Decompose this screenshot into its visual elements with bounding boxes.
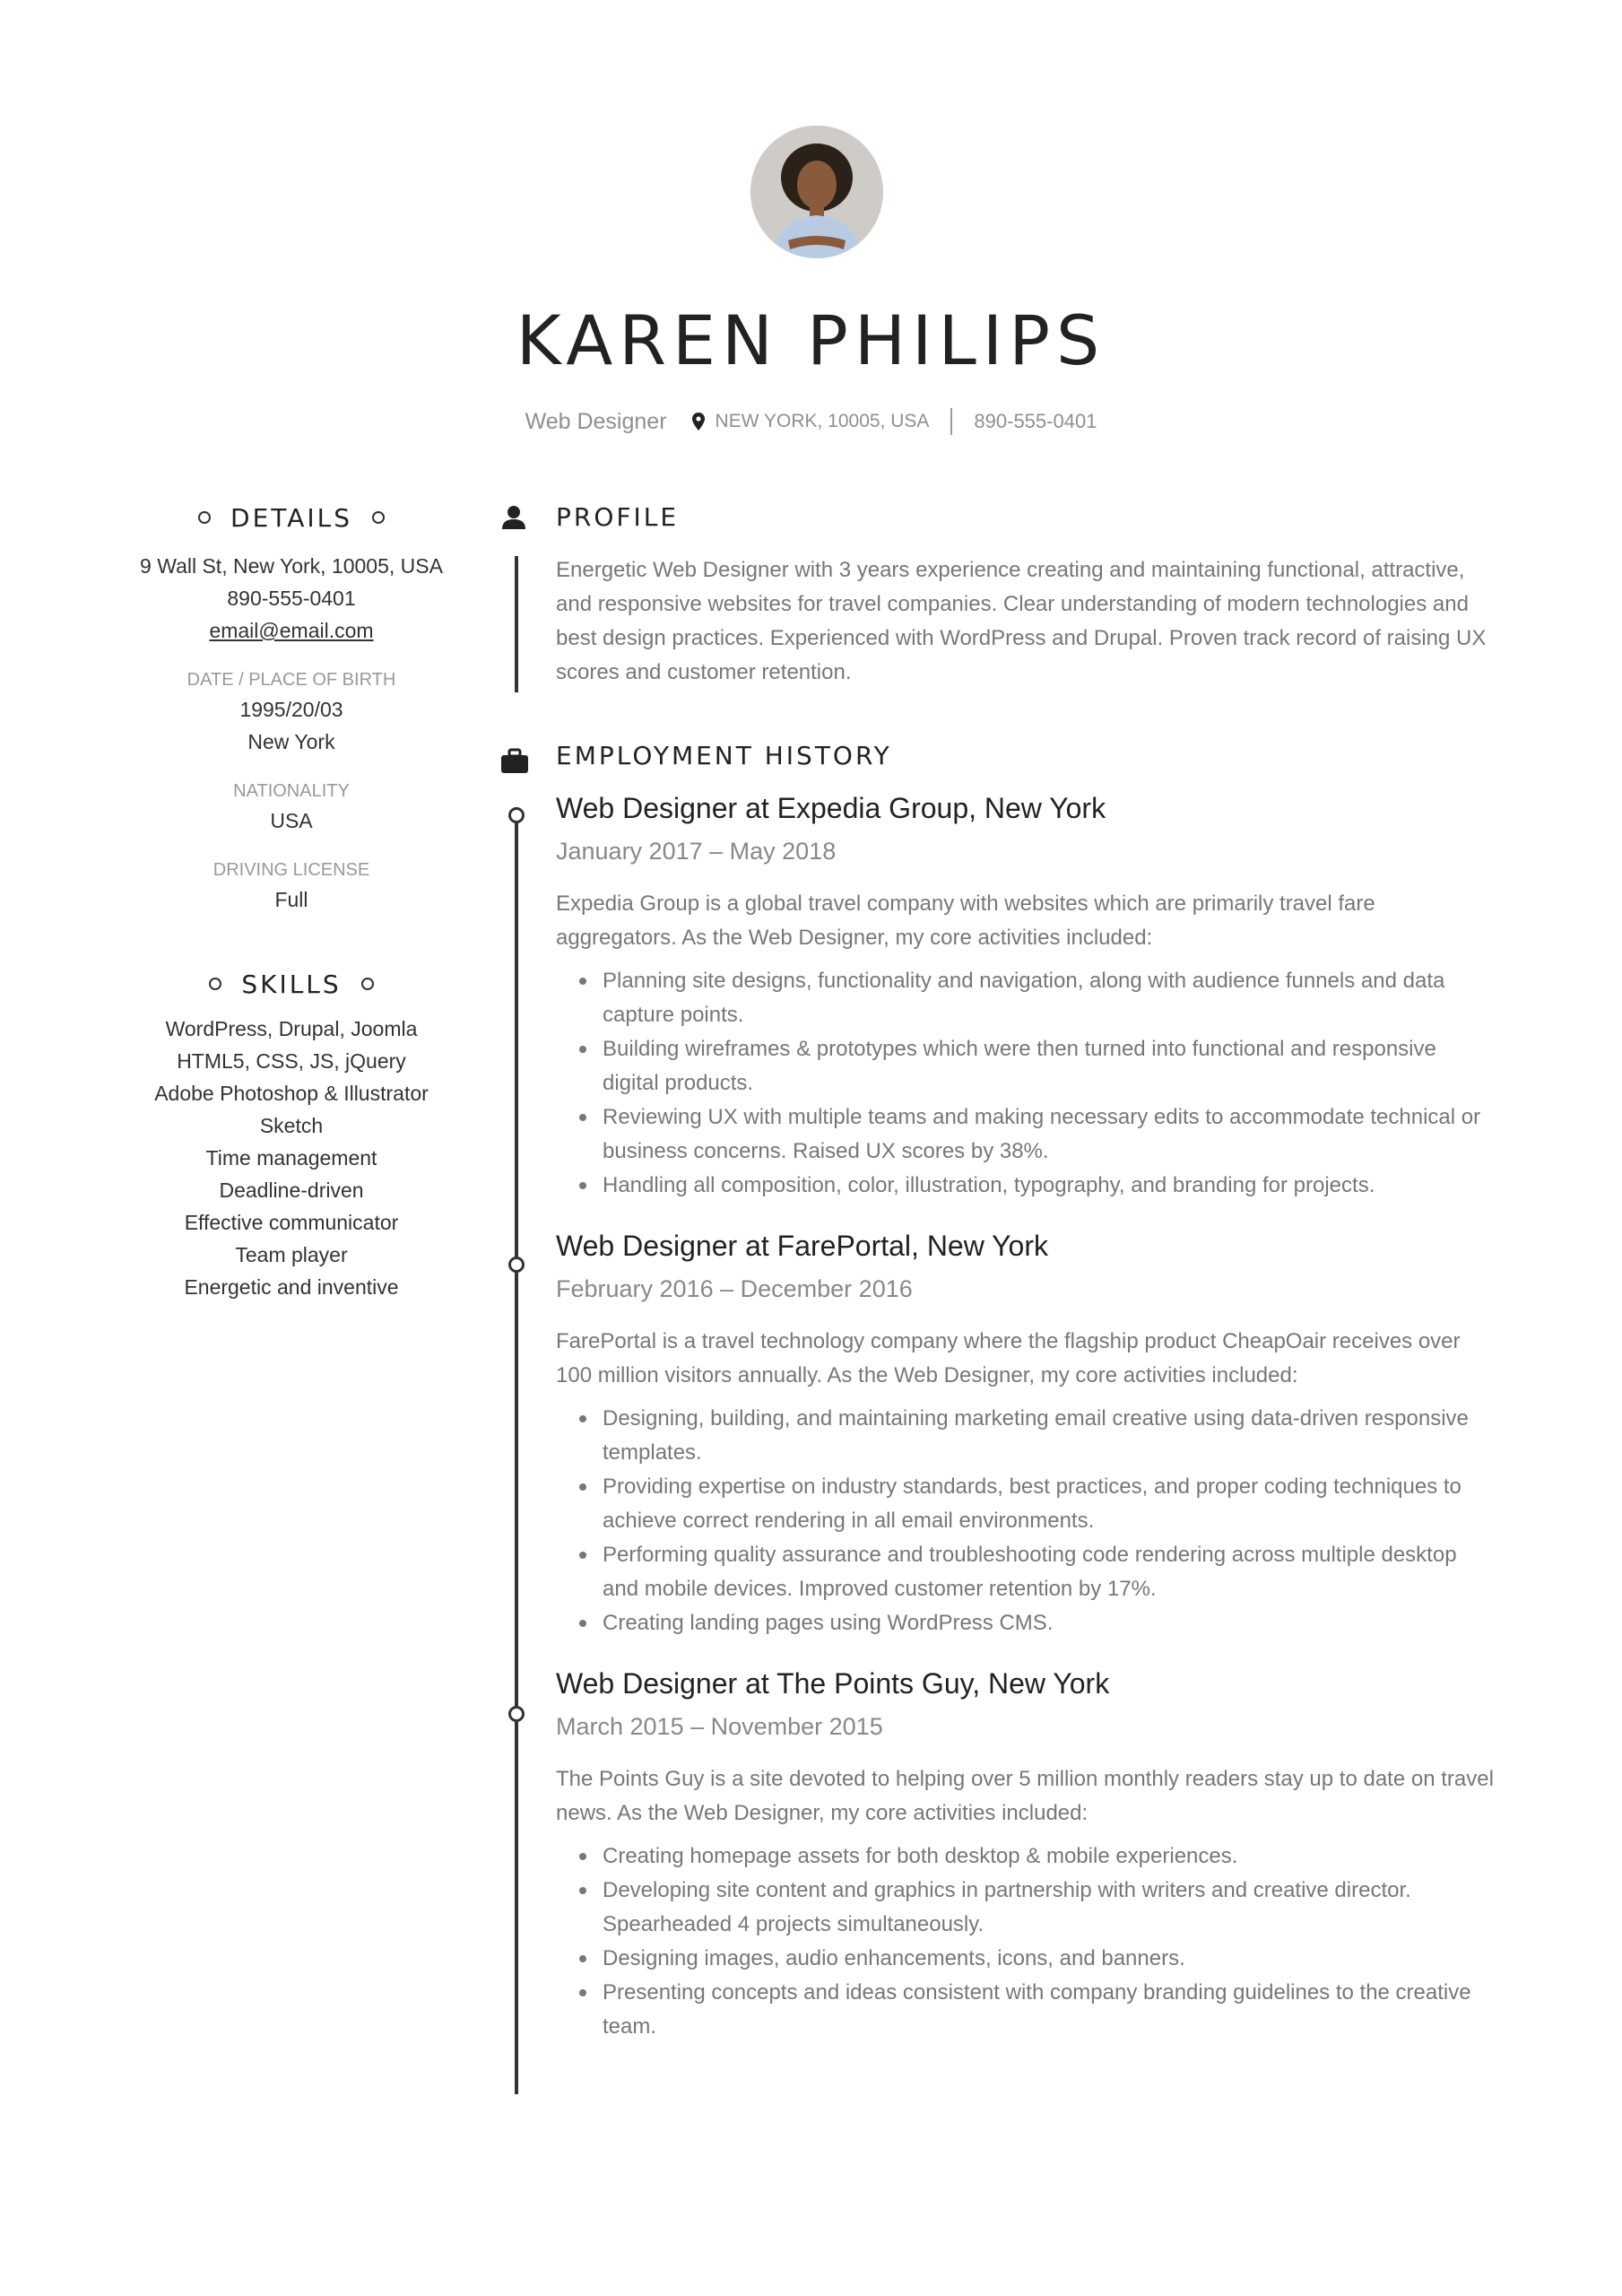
list-item: Reviewing UX with multiple teams and making necessary edits to accommodate technical or business concerns. Raised UX scores by 38%. [556,1100,1497,1169]
list-item: Designing, building, and maintaining marketing email creative using data-driven responsive templates. [556,1402,1497,1470]
person-icon [500,504,527,531]
job-title: Web Designer at Expedia Group, New York [556,792,1106,824]
circle-icon [361,978,374,990]
candidate-name: KAREN PHILIPS [516,300,1106,380]
birth-date: 1995/20/03 [239,698,343,721]
list-item: Designing images, audio enhancements, icons, and banners. [556,1942,1497,1976]
circle-icon [209,978,221,990]
profile-heading: PROFILE [556,502,680,532]
job-description: Expedia Group is a global travel company with websites which are primarily travel fare aggregators. As the Web Designer, my core activities included: [556,891,1375,950]
job-dates: January 2017 – May 2018 [556,838,837,865]
job-title: Web Designer [525,408,667,434]
right-column [556,498,1497,2044]
timeline-dot [508,1706,525,1722]
timeline-dot [508,807,525,823]
map-pin-icon [692,413,705,430]
job-bullets [556,1839,1497,2044]
job-bullets [556,964,1497,1203]
header-phone: 890-555-0401 [974,410,1097,432]
divider [950,408,952,435]
job-dates: March 2015 – November 2015 [556,1713,883,1740]
profile-photo [750,126,883,258]
license-label: DRIVING LICENSE [213,860,370,880]
profile-timeline [515,556,518,692]
email-link[interactable]: email@email.com [209,619,374,642]
timeline-dot [508,1257,525,1273]
details-heading-text: DETAILS [230,502,352,533]
job-bullets [556,1402,1497,1640]
briefcase-icon [500,748,529,775]
location [692,411,930,432]
skill-item: Time management [205,1146,377,1170]
skill-item: Team player [235,1243,348,1266]
skill-item: WordPress, Drupal, Joomla [165,1017,418,1040]
job-entry [556,788,1497,1203]
job-title: Web Designer at The Points Guy, New York [556,1667,1110,1700]
skill-item: Energetic and inventive [184,1275,399,1299]
skill-item: Adobe Photoshop & Illustrator [154,1082,429,1105]
skills-heading [134,964,448,1004]
job-description: FarePortal is a travel technology company where the flagship product CheapOair receives over 100 million visitors annually. As the Web Designer, my core activities included: [556,1329,1461,1387]
address: 9 Wall St, New York, 10005, USA [140,554,443,578]
list-item: Creating landing pages using WordPress CMS. [556,1606,1497,1640]
header-subline [0,408,1622,435]
skill-item: Effective communicator [184,1211,399,1234]
employment-timeline [515,807,518,2094]
skills-heading-text: SKILLS [241,969,342,999]
skill-item: Sketch [259,1114,324,1137]
list-item: Providing expertise on industry standards, best practices, and proper coding techniques to achieve correct rendering in all email environments. [556,1470,1497,1538]
skills-list [134,1013,448,1303]
list-item: Developing site content and graphics in partnership with writers and creative director. Spearheaded 4 projects simultaneously. [556,1874,1497,1942]
left-column [134,498,448,1303]
skill-item: HTML5, CSS, JS, jQuery [177,1049,406,1073]
skill-item: Deadline-driven [219,1178,364,1202]
profile-text: Energetic Web Designer with 3 years experience creating and maintaining functional, attractive, and responsive websites for travel companies. Clear understanding of modern technologies and best design practices. Experienced with WordPress and Drupal. Proven track record of raising UX scores and customer retention. [556,558,1487,684]
birth-label: DATE / PLACE OF BIRTH [186,670,396,690]
nationality-label: NATIONALITY [233,781,350,801]
location-text: NEW YORK, 10005, USA [715,411,930,431]
details-phone: 890-555-0401 [227,587,356,610]
list-item: Planning site designs, functionality and navigation, along with audience funnels and data capture points. [556,964,1497,1032]
job-title: Web Designer at FarePortal, New York [556,1230,1048,1262]
circle-icon [372,511,385,524]
list-item: Handling all composition, color, illustration, typography, and branding for projects. [556,1169,1497,1203]
job-description: The Points Guy is a site devoted to helping over 5 million monthly readers stay up to date on travel news. As the Web Designer, my core activities included: [556,1767,1494,1825]
birth-place: New York [247,730,335,753]
list-item: Building wireframes & prototypes which were then turned into functional and responsive digital products. [556,1032,1497,1100]
nationality: USA [270,809,313,832]
job-dates: February 2016 – December 2016 [556,1275,913,1302]
details-heading [134,498,448,537]
skills-section [134,964,448,1303]
list-item: Performing quality assurance and troubleshooting code rendering across multiple desktop and mobile devices. Improved customer retention by 17%. [556,1538,1497,1606]
job-entry [556,1226,1497,1640]
employment-heading: EMPLOYMENT HISTORY [556,741,892,770]
job-entry [556,1664,1497,2044]
list-item: Creating homepage assets for both desktop & mobile experiences. [556,1839,1497,1874]
list-item: Presenting concepts and ideas consistent with company branding guidelines to the creative team. [556,1976,1497,2044]
circle-icon [198,511,211,524]
license: Full [274,888,308,911]
